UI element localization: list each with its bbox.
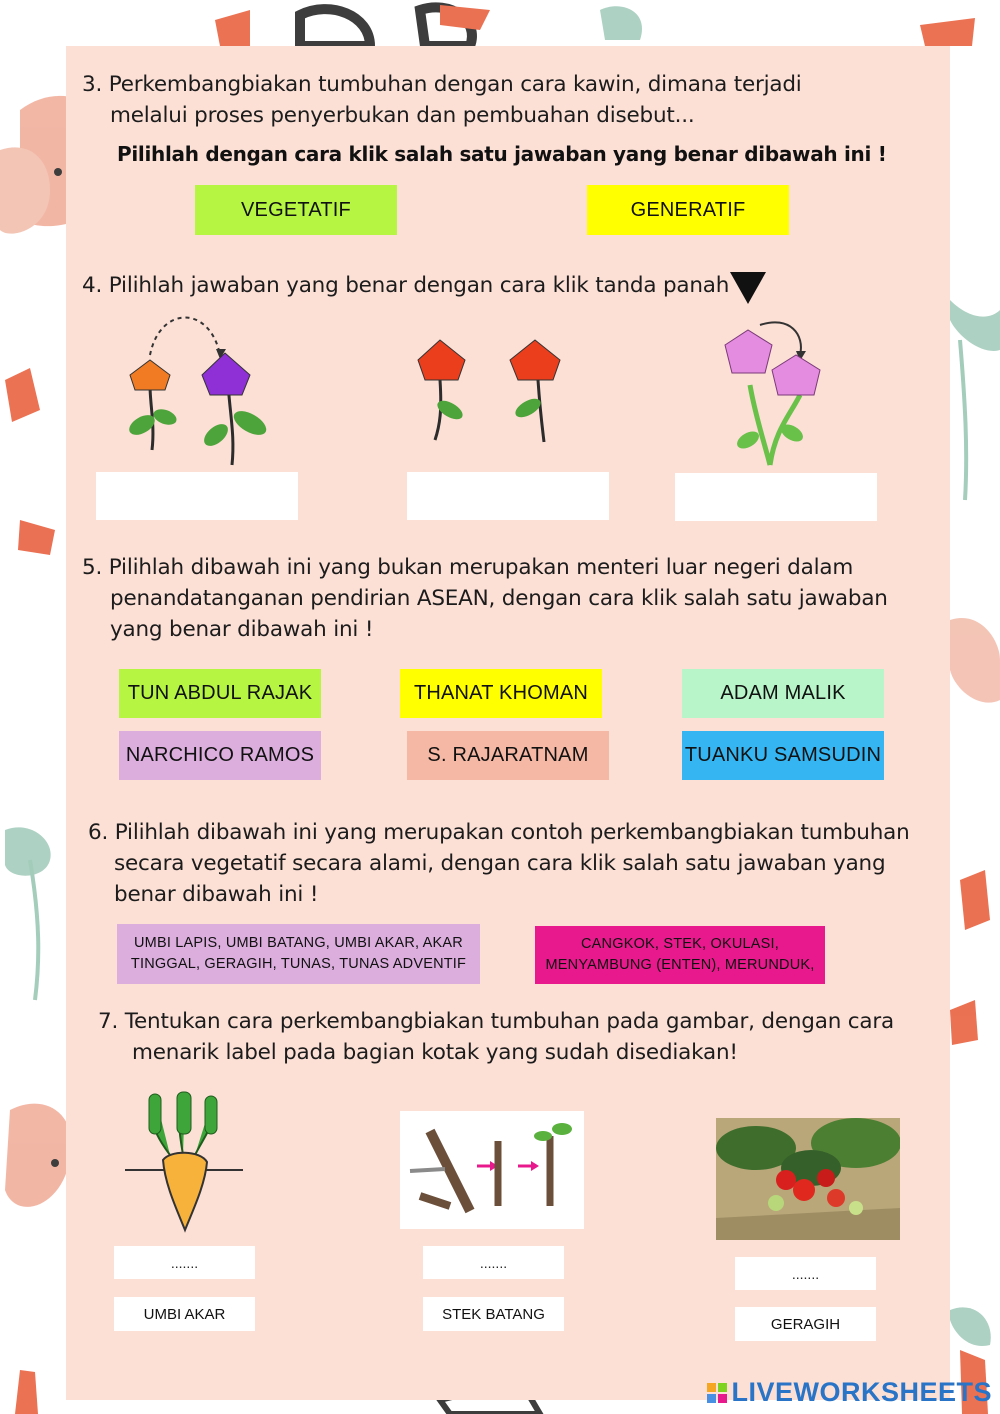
- question-7: [98, 1006, 938, 1068]
- answer-thanat-khoman-button[interactable]: THANAT KHOMAN: [400, 669, 602, 718]
- question-6-line-3: benar dibawah ini !: [114, 882, 319, 907]
- answer-artificial-line-1: CANGKOK, STEK, OKULASI,: [581, 936, 779, 952]
- stem-cutting-image: [400, 1111, 584, 1229]
- question-7-line-1: 7. Tentukan cara perkembangbiakan tumbuhan pada gambar, dengan cara: [98, 1009, 894, 1034]
- carrot-root-image: [125, 1090, 243, 1235]
- question-5: [82, 552, 942, 645]
- drop-box-3[interactable]: .......: [735, 1257, 876, 1290]
- dropdown-arrow-icon[interactable]: [730, 272, 766, 304]
- flower-pair-image: [410, 330, 570, 445]
- drop-box-1[interactable]: .......: [114, 1246, 255, 1279]
- question-5-line-1: 5. Pilihlah dibawah ini yang bukan merupakan menteri luar negeri dalam: [82, 555, 854, 580]
- strawberry-runner-image: [716, 1118, 900, 1240]
- liveworksheets-logo-icon: [707, 1383, 727, 1403]
- answer-natural-vegetative-button[interactable]: [117, 924, 480, 984]
- question-6-line-1: 6. Pilihlah dibawah ini yang merupakan contoh perkembangbiakan tumbuhan: [88, 820, 910, 845]
- answer-generatif-button[interactable]: GENERATIF: [587, 185, 789, 235]
- liveworksheets-logo: [707, 1377, 992, 1408]
- question-6: [88, 817, 948, 910]
- answer-artificial-line-2: MENYAMBUNG (ENTEN), MERUNDUK,: [545, 957, 815, 973]
- label-geragih[interactable]: GERAGIH: [735, 1307, 876, 1341]
- answer-adam-malik-button[interactable]: ADAM MALIK: [682, 669, 884, 718]
- drop-box-2[interactable]: .......: [423, 1246, 564, 1279]
- question-3-instruction: Pilihlah dengan cara klik salah satu jawaban yang benar dibawah ini !: [117, 142, 887, 166]
- question-3-line-1: 3. Perkembangbiakan tumbuhan dengan cara kawin, dimana terjadi: [82, 72, 802, 97]
- flower-cross-pollination-image: [120, 305, 280, 470]
- answer-artificial-vegetative-button[interactable]: [535, 926, 825, 984]
- answer-box-1[interactable]: [96, 472, 298, 520]
- question-3: [82, 69, 942, 131]
- answer-box-2[interactable]: [407, 472, 609, 520]
- question-3-line-2: melalui proses penyerbukan dan pembuahan disebut...: [110, 103, 695, 128]
- label-umbi-akar[interactable]: UMBI AKAR: [114, 1297, 255, 1331]
- question-7-line-2: menarik label pada bagian kotak yang sudah disediakan!: [132, 1040, 738, 1065]
- question-6-line-2: secara vegetatif secara alami, dengan cara klik salah satu jawaban yang: [114, 851, 886, 876]
- answer-natural-line-1: UMBI LAPIS, UMBI BATANG, UMBI AKAR, AKAR: [134, 935, 463, 951]
- question-5-line-3: yang benar dibawah ini !: [110, 617, 374, 642]
- answer-narchico-ramos-button[interactable]: NARCHICO RAMOS: [119, 731, 321, 780]
- question-5-line-2: penandatanganan pendirian ASEAN, dengan cara klik salah satu jawaban: [110, 586, 888, 611]
- label-stek-batang[interactable]: STEK BATANG: [423, 1297, 564, 1331]
- answer-vegetatif-button[interactable]: VEGETATIF: [195, 185, 397, 235]
- answer-natural-line-2: TINGGAL, GERAGIH, TUNAS, TUNAS ADVENTIF: [130, 956, 467, 972]
- brand-name: LIVEWORKSHEETS: [731, 1377, 992, 1407]
- answer-tun-abdul-rajak-button[interactable]: TUN ABDUL RAJAK: [119, 669, 321, 718]
- answer-s-rajaratnam-button[interactable]: S. RAJARATNAM: [407, 731, 609, 780]
- answer-tuanku-samsudin-button[interactable]: TUANKU SAMSUDIN: [682, 731, 884, 780]
- answer-box-3[interactable]: [675, 473, 877, 521]
- question-4: 4. Pilihlah jawaban yang benar dengan cara klik tanda panah: [82, 273, 730, 298]
- flower-self-pollination-image: [720, 315, 825, 470]
